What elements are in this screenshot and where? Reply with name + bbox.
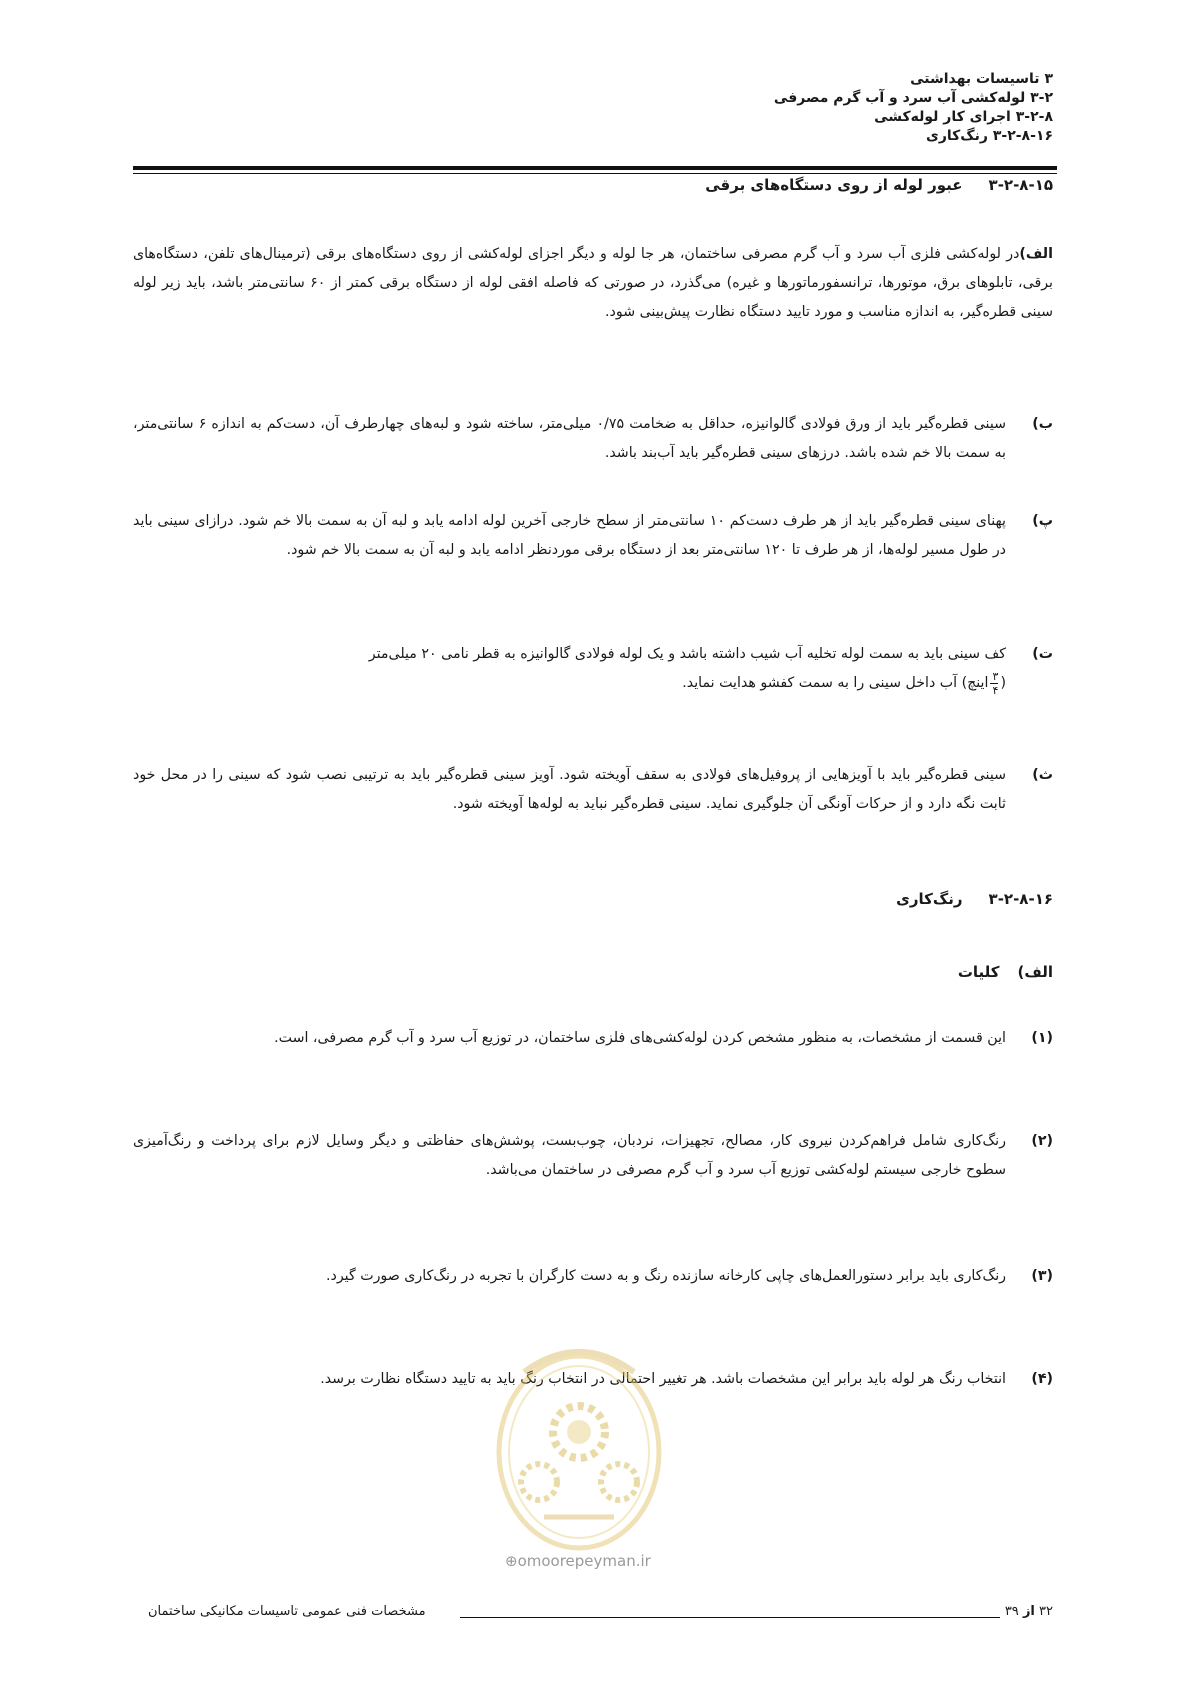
section-number: ۳-۲-۸-۱۵ [988,176,1053,194]
header-line-3: ۳-۲-۸ اجرای کار لوله‌کشی [874,109,1053,125]
list-item-text: انتخاب رنگ هر لوله باید برابر این مشخصات باشد. هر تغییر احتمالی در انتخاب رنگ باید به تایید دستگاه نظارت برسد. [320,1371,1006,1387]
list-item-1 [133,1024,1053,1053]
section-title: رنگ‌کاری [896,890,963,908]
paragraph-text-b: اینچ) آب داخل سینی را به سمت کفشو هدایت نماید. [682,675,989,691]
paragraph-be [133,410,1053,468]
section-number: ۳-۲-۸-۱۶ [988,890,1053,908]
footer-rule [460,1617,1000,1618]
paragraph-se [133,761,1053,819]
gear-seal-logo-icon [484,1332,674,1562]
section-title: عبور لوله از روی دستگاه‌های برقی [705,176,963,194]
paragraph-te: ت) کف سینی باید به سمت لوله تخلیه آب شیب داشته باشد و یک لوله فولادی گالوانیزه به قطر نامی ۲۰ میلی‌متر ( $\frac{۳}{۴}$ اینچ) آب داخل سینی را به سمت کفشو هدایت نماید. [133,640,1053,698]
header-rule-thick [133,166,1057,170]
paragraph-text: سینی قطره‌گیر باید از ورق فولادی گالوانیزه، حداقل به ضخامت ۰/۷۵ میلی‌متر، ساخته شود و لبه‌های چهارطرف آن، دست‌کم به اندازه ۶ سانتی‌متر، به سمت بالا خم شده باشد. درزهای سینی قطره‌گیر باید آب‌بند باشد. [133,416,1006,461]
paragraph-text: در لوله‌کشی فلزی آب سرد و آب گرم مصرفی ساختمان، هر جا لوله و دیگر اجزای لوله‌کشی از روی دستگاه‌های برقی (ترمینال‌های تلفن، دستگاه‌های برقی، تابلوهای برق، موتورها، ترانسفورماتورها و غیره) می‌گذرد، در صورتی که فاصله افقی لوله از دستگاه برقی کمتر از ۶۰ سانتی‌متر باشد، باید زیر لوله سینی قطره‌گیر، به اندازه مناسب و مورد تایید دستگاه نظارت پیش‌بینی شود. [133,246,1053,320]
list-item-text: رنگ‌کاری باید برابر دستورالعمل‌های چاپی کارخانه سازنده رنگ و به دست کارگران با تجربه در رنگ‌کاری صورت گیرد. [326,1268,1006,1284]
paragraph-alef [133,240,1053,327]
list-item-marker: (۱) [1031,1030,1053,1046]
paragraph-text: پهنای سینی قطره‌گیر باید از هر طرف دست‌کم ۱۰ سانتی‌متر از سطح خارجی آخرین لوله ادامه یابد و لبه آن به سمت بالا خم شود. درازای سینی باید در طول مسیر لوله‌ها، از هر طرف تا ۱۲۰ سانتی‌متر بعد از دستگاه برقی موردنظر ادامه یابد و لبه آن به سمت بالا خم شود. [133,513,1006,558]
running-header [133,70,1053,146]
paragraph-text-a: کف سینی باید به سمت لوله تخلیه آب شیب داشته باشد و یک لوله فولادی گالوانیزه به قطر نامی ۲۰ میلی‌متر [368,646,1006,662]
header-line-1: ۳ تاسیسات بهداشتی [910,71,1053,87]
list-item-text: رنگ‌کاری شامل فراهم‌کردن نیروی کار، مصالح، تجهیزات، نردبان، چوب‌بست، پوشش‌های حفاظتی و دیگر وسایل لازم برای پرداخت و رنگ‌آمیزی سطوح خارجی سیستم لوله‌کشی توزیع آب سرد و آب گرم مصرفی در ساختمان می‌باشد. [133,1133,1006,1178]
paragraph-marker: پ) [1032,513,1053,529]
page-total: ۳۹ [1004,1604,1019,1619]
list-item-3 [133,1262,1053,1291]
sub-heading-marker: الف) [1017,963,1053,981]
page-of: از [1022,1604,1035,1619]
paragraph-marker: ت) [1032,646,1053,662]
list-item-text: این قسمت از مشخصات، به منظور مشخص کردن لوله‌کشی‌های فلزی ساختمان، در توزیع آب سرد و آب گرم مصرفی، است. [274,1030,1006,1046]
paragraph-pe [133,507,1053,565]
globe-icon: ⊕ [505,1552,518,1570]
page-number [1005,1604,1053,1619]
section-heading-15 [705,174,1053,196]
list-item-marker: (۳) [1031,1268,1053,1284]
list-item-2 [133,1127,1053,1185]
header-line-2: ۳-۲ لوله‌کشی آب سرد و آب گرم مصرفی [773,90,1053,106]
sub-heading-title: کلیات [957,963,1000,981]
list-item-marker: (۴) [1031,1371,1053,1387]
footer-doc-title: مشخصات فنی عمومی تاسیسات مکانیکی ساختمان [148,1604,426,1619]
watermark-site: ⊕omoorepeyman.ir [505,1552,651,1570]
header-line-4: ۳-۲-۸-۱۶ رنگ‌کاری [926,128,1053,144]
section-heading-16 [896,888,1053,910]
sub-heading-generals [958,961,1053,983]
paragraph-marker: الف) [1019,246,1053,262]
paragraph-marker: ث) [1032,767,1053,783]
fraction-denominator: ۴ [992,683,999,697]
fraction-three-quarters [990,671,998,696]
paragraph-marker: ب) [1032,416,1053,432]
list-item-marker: (۲) [1031,1133,1053,1149]
fraction-numerator: ۳ [992,669,999,683]
page-current: ۳۲ [1039,1604,1053,1619]
paragraph-text: سینی قطره‌گیر باید با آویزهایی از پروفیل‌های فولادی به سقف آویخته شود. آویز سینی قطره‌گیر باید به ترتیبی نصب شود که سینی را در محل خود ثابت نگه دارد و از حرکات آونگی آن جلوگیری نماید. سینی قطره‌گیر نباید به لوله‌ها آویخته شود. [133,767,1006,812]
